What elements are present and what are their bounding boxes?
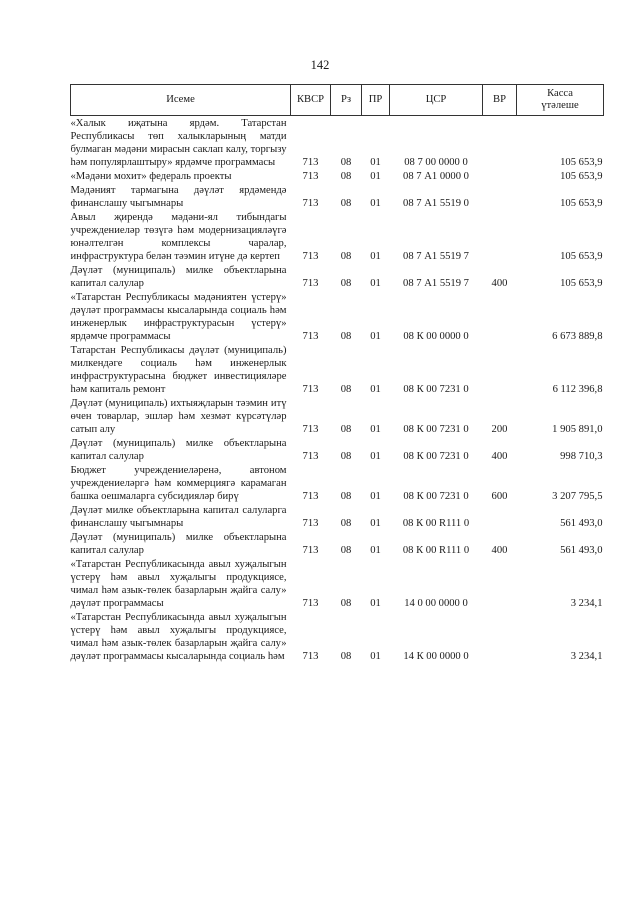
cell-csr: 14 0 00 0000 0 xyxy=(404,598,468,609)
cell-kvsr: 713 xyxy=(302,384,319,395)
table-row xyxy=(71,503,604,530)
cell-amount: 105 653,9 xyxy=(560,251,603,262)
cell-rz: 08 xyxy=(340,198,352,209)
cell-vr xyxy=(483,503,517,530)
cell-name: Дәүләт (муниципаль) милке объектларына капитал салулар xyxy=(70,438,287,462)
cell-kvsr: 713 xyxy=(302,518,319,529)
cell-kvsr: 713 xyxy=(302,157,319,168)
cell-rz: 08 xyxy=(340,518,352,529)
cell-amount: 998 710,3 xyxy=(560,451,603,462)
cell-kvsr: 713 xyxy=(302,651,319,662)
cell-rz: 08 xyxy=(340,451,352,462)
cell-amount: 105 653,9 xyxy=(560,278,603,289)
cell-kvsr: 713 xyxy=(302,278,319,289)
cell-csr: 08 К 00 R111 0 xyxy=(402,545,470,556)
cell-amount: 3 207 795,5 xyxy=(552,491,603,502)
cell-vr xyxy=(483,343,517,396)
table-row xyxy=(71,557,604,610)
header-csr: ЦСР xyxy=(390,85,483,116)
header-kvsr: КВСР xyxy=(291,85,331,116)
cell-rz: 08 xyxy=(340,491,352,502)
cell-name: «Татарстан Республикасында авыл хуҗалыгын үстерү һәм авыл хуҗалыгы продукциясе, чимал һәм азык-төлек базарларын җайга салу» дәүләт программасы xyxy=(70,559,287,609)
table-row xyxy=(71,183,604,210)
cell-csr: 08 К 00 7231 0 xyxy=(403,424,469,435)
cell-kvsr: 713 xyxy=(302,331,319,342)
table-row xyxy=(71,169,604,183)
cell-name: Бюджет учреждениеләренә, автоном учреждениеләргә һәм коммерциягә карамаган башка оешмаларга субсидияләр бирү xyxy=(70,465,287,502)
cell-csr: 08 К 00 7231 0 xyxy=(403,491,469,502)
cell-name: Авыл җирендә мәдәни-ял тибындагы учреждениеләр төзүгә һәм модернизацияләүгә юнәлтелгән комплексы чаралар, инфраструктура белән тәэмин итүне дә кертеп xyxy=(70,212,287,262)
cell-name: Дәүләт (муниципаль) милке объектларына капитал салулар xyxy=(70,532,287,556)
cell-rz: 08 xyxy=(340,331,352,342)
cell-name: «Татарстан Республикасы мәдәниятен үстерү» дәүләт программасы кысаларында социаль һәм инженерлык инфраструктурасын үстерү» ярдәмче программасы xyxy=(70,292,287,342)
table-row xyxy=(71,436,604,463)
cell-csr: 14 К 00 0000 0 xyxy=(403,651,469,662)
header-vr: ВР xyxy=(483,85,517,116)
cell-pr: 01 xyxy=(370,651,381,662)
cell-csr: 08 К 00 0000 0 xyxy=(403,331,469,342)
cell-vr xyxy=(483,169,517,183)
table-row xyxy=(71,396,604,436)
cell-csr: 08 К 00 7231 0 xyxy=(403,451,469,462)
cell-amount: 3 234,1 xyxy=(570,651,603,662)
cell-name: «Мәдәни мохит» федераль проекты xyxy=(70,171,232,182)
table-row xyxy=(71,343,604,396)
table-row xyxy=(71,210,604,263)
cell-kvsr: 713 xyxy=(302,491,319,502)
cell-pr: 01 xyxy=(370,545,381,556)
cell-vr: 400 xyxy=(491,451,508,462)
cell-rz: 08 xyxy=(340,251,352,262)
cell-csr: 08 7 А1 0000 0 xyxy=(403,171,469,182)
cell-amount: 105 653,9 xyxy=(560,157,603,168)
cell-rz: 08 xyxy=(340,424,352,435)
cell-pr: 01 xyxy=(370,278,381,289)
cell-pr: 01 xyxy=(370,518,381,529)
cell-rz: 08 xyxy=(340,171,352,182)
table-body xyxy=(71,116,604,664)
cell-csr: 08 7 00 0000 0 xyxy=(404,157,468,168)
cell-pr: 01 xyxy=(370,424,381,435)
cell-vr xyxy=(483,557,517,610)
cell-name: «Халык иҗатына ярдәм. Татарстан Республикасы төп халыкларының матди булмаган мәдәни мирасын саклап калу, торгызу һәм популярлаштыру» ярдәмче программасы xyxy=(70,118,287,168)
cell-vr xyxy=(483,290,517,343)
cell-name: Мәдәният тармагына дәүләт ярдәмендә финанслашу чыгымнары xyxy=(70,185,287,209)
cell-kvsr: 713 xyxy=(302,251,319,262)
cell-rz: 08 xyxy=(340,157,352,168)
cell-vr xyxy=(483,183,517,210)
cell-kvsr: 713 xyxy=(302,424,319,435)
table-row xyxy=(71,530,604,557)
cell-pr: 01 xyxy=(370,451,381,462)
cell-pr: 01 xyxy=(370,171,381,182)
cell-amount: 1 905 891,0 xyxy=(552,424,603,435)
page-number: 142 xyxy=(310,58,330,72)
cell-kvsr: 713 xyxy=(302,198,319,209)
cell-csr: 08 К 00 R111 0 xyxy=(402,518,470,529)
header-kassa: Касса үтәлеше xyxy=(517,85,604,116)
cell-name: Дәүләт милке объектларына капитал салуларга финанслашу чыгымнары xyxy=(70,505,287,529)
cell-pr: 01 xyxy=(370,598,381,609)
cell-name: «Татарстан Республикасында авыл хуҗалыгын үстерү һәм авыл хуҗалыгы продукциясе, чимал һәм азык-төлек базарларын җайга салу» дәүләт программасы кысаларында социаль һәм xyxy=(70,612,287,662)
cell-pr: 01 xyxy=(370,251,381,262)
cell-vr: 400 xyxy=(491,545,508,556)
budget-table xyxy=(70,84,604,663)
cell-vr xyxy=(483,116,517,170)
cell-rz: 08 xyxy=(340,598,352,609)
cell-rz: 08 xyxy=(340,384,352,395)
cell-kvsr: 713 xyxy=(302,598,319,609)
cell-amount: 6 112 396,8 xyxy=(552,384,603,395)
cell-name: Татарстан Республикасы дәүләт (муниципаль) милкендәге социаль һәм инженерлык инфраструктурасына бюджет инвестицияләре һәм капиталь ремонт xyxy=(70,345,287,395)
cell-pr: 01 xyxy=(370,157,381,168)
cell-vr: 200 xyxy=(491,424,508,435)
cell-amount: 561 493,0 xyxy=(560,545,603,556)
cell-kvsr: 713 xyxy=(302,451,319,462)
cell-pr: 01 xyxy=(370,491,381,502)
cell-name: Дәүләт (муниципаль) милке объектларына капитал салулар xyxy=(70,265,287,289)
cell-pr: 01 xyxy=(370,198,381,209)
table-row xyxy=(71,263,604,290)
cell-csr: 08 К 00 7231 0 xyxy=(403,384,469,395)
header-pr: ПР xyxy=(362,85,390,116)
header-rz: Рз xyxy=(331,85,362,116)
cell-csr: 08 7 А1 5519 0 xyxy=(403,198,469,209)
header-name: Исеме xyxy=(71,85,291,116)
cell-vr xyxy=(483,610,517,663)
cell-amount: 3 234,1 xyxy=(570,598,603,609)
cell-amount: 6 673 889,8 xyxy=(552,331,603,342)
cell-vr xyxy=(483,210,517,263)
table-row xyxy=(71,610,604,663)
cell-amount: 105 653,9 xyxy=(560,171,603,182)
cell-amount: 105 653,9 xyxy=(560,198,603,209)
cell-csr: 08 7 А1 5519 7 xyxy=(403,251,469,262)
cell-vr: 400 xyxy=(491,278,508,289)
cell-kvsr: 713 xyxy=(302,545,319,556)
table-row xyxy=(71,116,604,170)
cell-pr: 01 xyxy=(370,331,381,342)
cell-name: Дәүләт (муниципаль) ихтыяҗларын тәэмин итү өчен товарлар, эшләр һәм хезмәт күрсәтүләр сатып алу xyxy=(70,398,287,435)
cell-kvsr: 713 xyxy=(302,171,319,182)
cell-rz: 08 xyxy=(340,651,352,662)
cell-pr: 01 xyxy=(370,384,381,395)
cell-vr: 600 xyxy=(491,491,508,502)
table-row xyxy=(71,290,604,343)
cell-rz: 08 xyxy=(340,545,352,556)
table-header-row xyxy=(71,85,604,116)
cell-csr: 08 7 А1 5519 7 xyxy=(403,278,469,289)
cell-rz: 08 xyxy=(340,278,352,289)
cell-amount: 561 493,0 xyxy=(560,518,603,529)
table-row xyxy=(71,463,604,503)
